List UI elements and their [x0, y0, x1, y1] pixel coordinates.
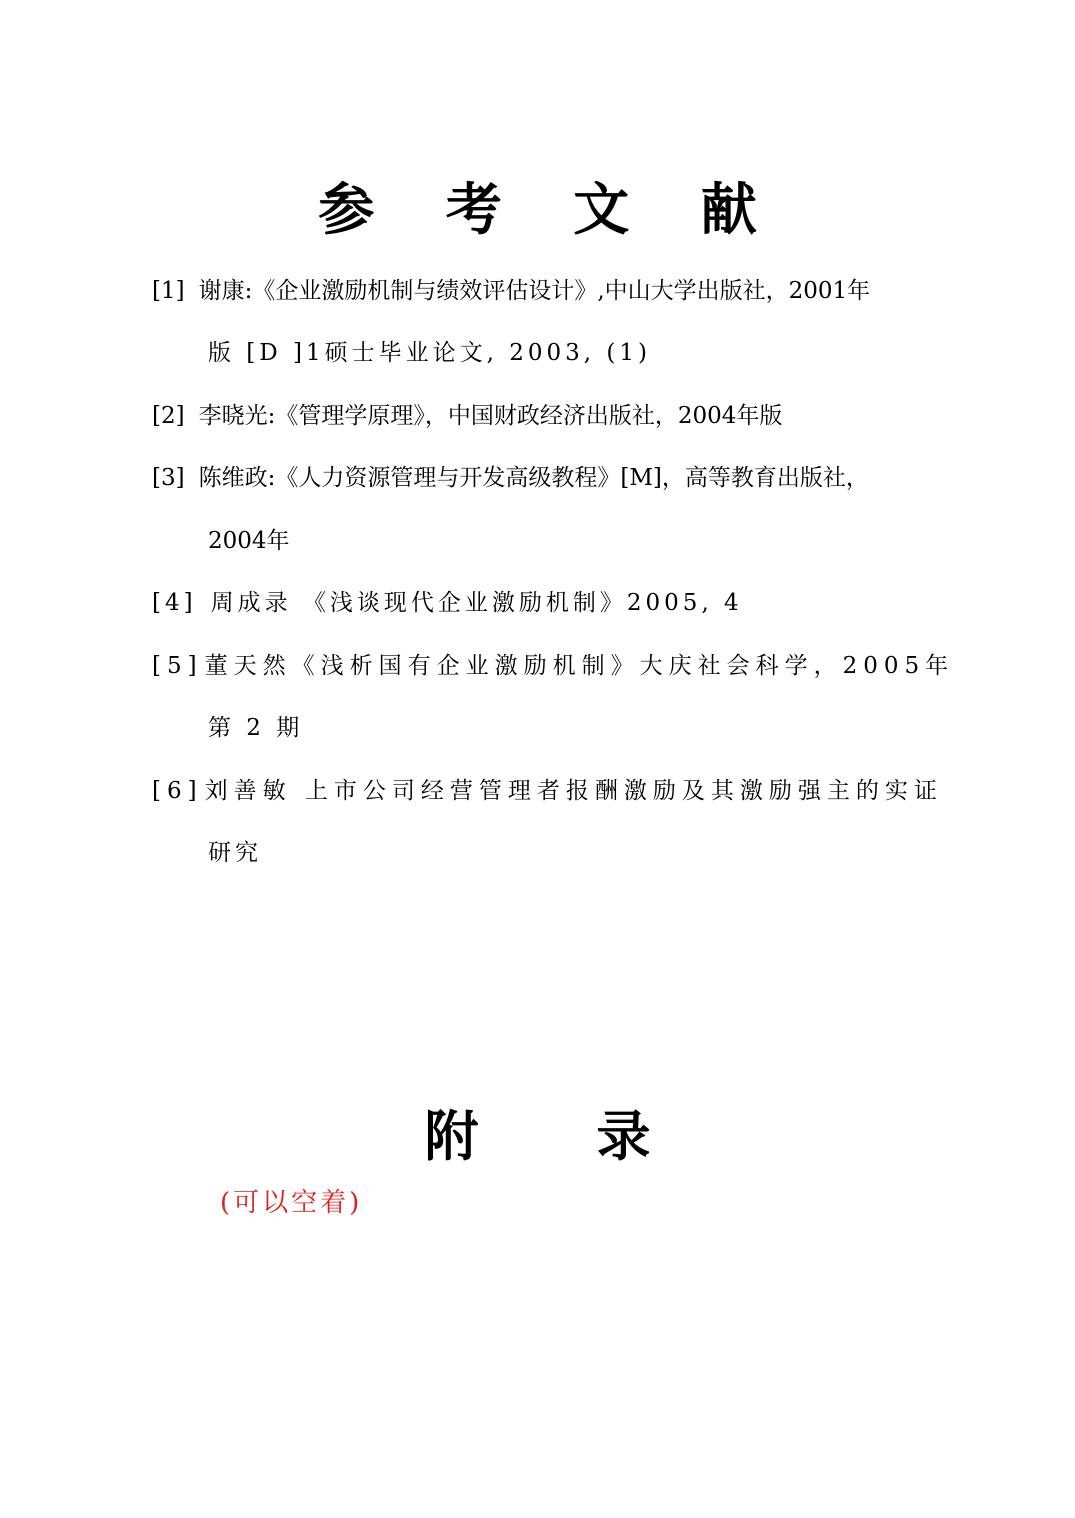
reference-item-2 — [152, 401, 782, 431]
reference-number: [1] — [152, 278, 185, 304]
reference-item-1-continuation: 版 [D ]1硕士毕业论文, 2003, (1) — [208, 340, 651, 366]
reference-item-3-continuation: 2004年 — [208, 528, 290, 554]
appendix-title — [0, 1094, 1075, 1171]
reference-text: 陈维政:《人力资源管理与开发高级教程》[M]，高等教育出版社， — [198, 465, 869, 491]
reference-item-5 — [152, 651, 954, 681]
reference-item-6 — [152, 776, 943, 806]
reference-item-6-continuation: 研究 — [208, 840, 262, 866]
appendix-title-left: 附 — [424, 1104, 479, 1168]
appendix-title-right: 录 — [596, 1104, 651, 1168]
reference-item-4 — [152, 588, 743, 618]
reference-text: 周成录 《浅谈现代企业激励机制》2005, 4 — [210, 590, 743, 616]
reference-item-1 — [152, 276, 870, 306]
reference-number: [2] — [152, 403, 185, 429]
reference-number: [6] — [152, 778, 203, 804]
reference-number: [3] — [152, 465, 185, 491]
reference-text: 谢康:《企业激励机制与绩效评估设计》,中山大学出版社，2001年 — [198, 278, 871, 304]
reference-text: 董天然《浅析国有企业激励机制》大庆社会科学，2005年 — [204, 653, 955, 679]
references-title: 参 考 文 献 — [318, 177, 783, 243]
reference-number: [4] — [152, 590, 197, 616]
reference-item-5-continuation: 第 2 期 — [208, 715, 304, 741]
reference-text: 李晓光:《管理学原理》，中国财政经济出版社，2004年版 — [198, 403, 783, 429]
reference-number: [5] — [152, 653, 203, 679]
appendix-note: (可以空着) — [220, 1188, 363, 1218]
reference-item-3 — [152, 463, 869, 493]
reference-text: 刘善敏 上市公司经营管理者报酬激励及其激励强主的实证 — [204, 778, 943, 804]
